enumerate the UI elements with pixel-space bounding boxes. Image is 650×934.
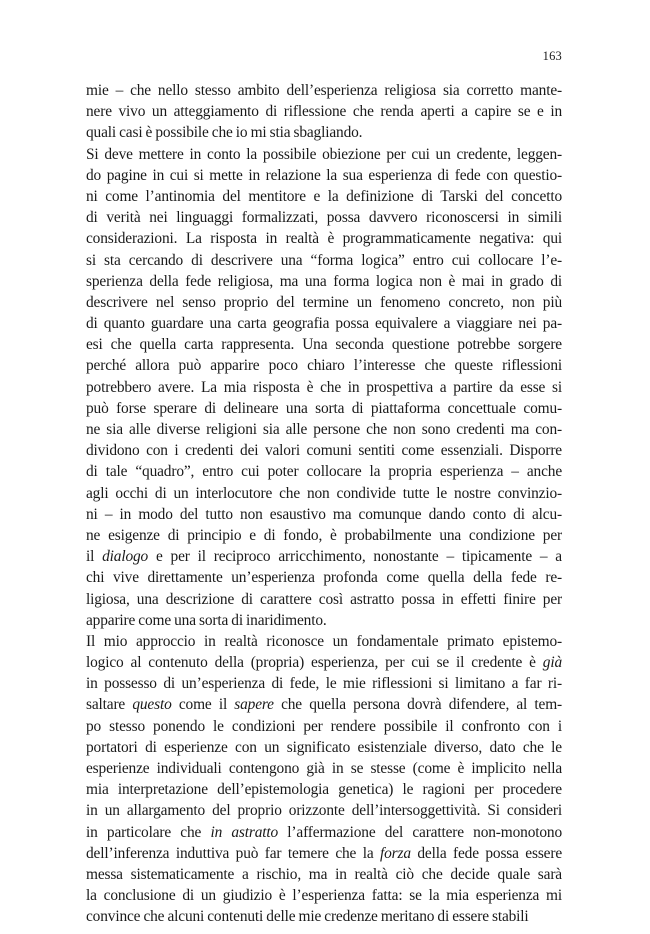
italic-term: dialogo (102, 548, 149, 566)
text-line: nere vivo un atteggiamento di riflessione che renda aperti a capire se e in (86, 103, 562, 121)
text-line: in particolare che in astratto l’affermazione del carattere non-monotono (86, 823, 563, 841)
text-line: portatori di esperienze con un significato esistenziale diverso, dato che le (86, 738, 562, 756)
text-line: do pagine in cui si mette in relazione la sua esperienza di fede con questio- (86, 166, 562, 184)
text-line: dell’inferenza induttiva può far temere che la forza della fede possa essere (86, 844, 562, 862)
text-line: apparire come una sorta di inaridimento. (86, 611, 327, 629)
text-line: si sta cercando di descrivere una “forma logica” entro cui collocare l’e- (86, 251, 562, 269)
text-line: ni come l’antinomia del mentitore e la definizione di Tarski del concetto (86, 187, 562, 205)
text-line: esi che quella carta rappresenta. Una seconda questione potrebbe sorgere (86, 336, 562, 354)
text-line: ligiosa, una descrizione di carattere così astratto possa in effetti finire per (86, 590, 562, 608)
text-line: la conclusione di un giudizio è l’esperienza fatta: se la mia esperienza mi (86, 887, 562, 905)
text-line: di tale “quadro”, entro cui poter collocare la propria esperienza – anche (86, 463, 562, 481)
text-line: agli occhi di un interlocutore che non condivide tutte le nostre convinzio- (86, 484, 562, 502)
italic-term: già (542, 654, 562, 672)
text-line: considerazioni. La risposta in realtà è programmaticamente negativa: qui (86, 230, 562, 248)
text-line: esperienze individuali contengono già in se stesse (come è implicito nella (86, 760, 562, 777)
text-line: potrebbero avere. La mia risposta è che in prospettiva a partire da esse si (86, 378, 562, 396)
text-line: Si deve mettere in conto la possibile obiezione per cui un credente, leggen- (86, 145, 562, 163)
text-line: logico al contenuto della (propria) esperienza, per cui se il credente è già (86, 654, 562, 672)
italic-term: in astratto (210, 823, 279, 841)
italic-term: questo (132, 696, 172, 714)
text-line: ni – in modo del tutto non esaustivo ma comunque dando conto di alcu- (86, 505, 562, 523)
italic-term: sapere (234, 696, 274, 714)
text-line: in possesso di un’esperienza di fede, le mie riflessioni si limitano a far ri- (86, 675, 562, 693)
text-line: po stesso ponendo le condizioni per rendere possibile il confronto con i (86, 717, 562, 735)
text-line: mia interpretazione dell’epistemologia genetica) le ragioni per procedere (86, 781, 562, 799)
text-line: il dialogo e per il reciproco arricchimento, nonostante – tipicamente – a (86, 548, 562, 566)
paragraph (86, 144, 562, 631)
text-line: chi vive direttamente un’esperienza profonda come quella della fede re- (86, 569, 562, 587)
page-number: 163 (542, 49, 562, 63)
text-line: ne sia alle diverse religioni sia alle persone che non sono credenti ma con- (86, 421, 562, 438)
text-line: quali casi è possibile che io mi stia sbagliando. (86, 124, 363, 142)
text-line: descrivere nel senso proprio del termine un fenomeno concreto, non più (86, 293, 562, 311)
paragraph (86, 631, 562, 928)
text-line: mie – che nello stesso ambito dell’esperienza religiosa sia corretto mante- (86, 82, 562, 99)
text-line: saltare questo come il sapere che quella persona dovrà difendere, al tem- (86, 696, 562, 714)
text-line: perché allora può apparire poco chiaro l’interesse che queste riflessioni (86, 357, 562, 375)
text-line: può forse sperare di delineare una sorta di piattaforma concettuale comu- (86, 399, 562, 417)
text-line: dividono con i credenti dei valori comuni sentiti come essenziali. Disporre (86, 442, 562, 460)
text-line: in un allargamento del proprio orizzonte dell’intersoggettività. Si consideri (86, 802, 562, 820)
text-line: ne esigenze di principio e di fondo, è probabilmente una condizione per (86, 526, 562, 544)
text-line: messa sistematicamente a rischio, ma in realtà ciò che decide quale sarà (86, 865, 562, 883)
text-line: Il mio approccio in realtà riconosce un fondamentale primato epistemo- (86, 632, 562, 650)
paragraph (86, 80, 562, 144)
text-line: di verità nei linguaggi formalizzati, possa davvero riconoscersi in simili (86, 209, 562, 227)
text-line: convince che alcuni contenuti delle mie credenze meritano di essere stabili (86, 908, 529, 926)
text-line: sperienza della fede religiosa, ma una forma logica non è mai in grado di (86, 272, 562, 290)
text-line: di quanto guardare una carta geografia possa equivalere a viaggiare nei pa- (86, 315, 562, 333)
italic-term: forza (380, 844, 411, 862)
body-text (86, 80, 562, 928)
